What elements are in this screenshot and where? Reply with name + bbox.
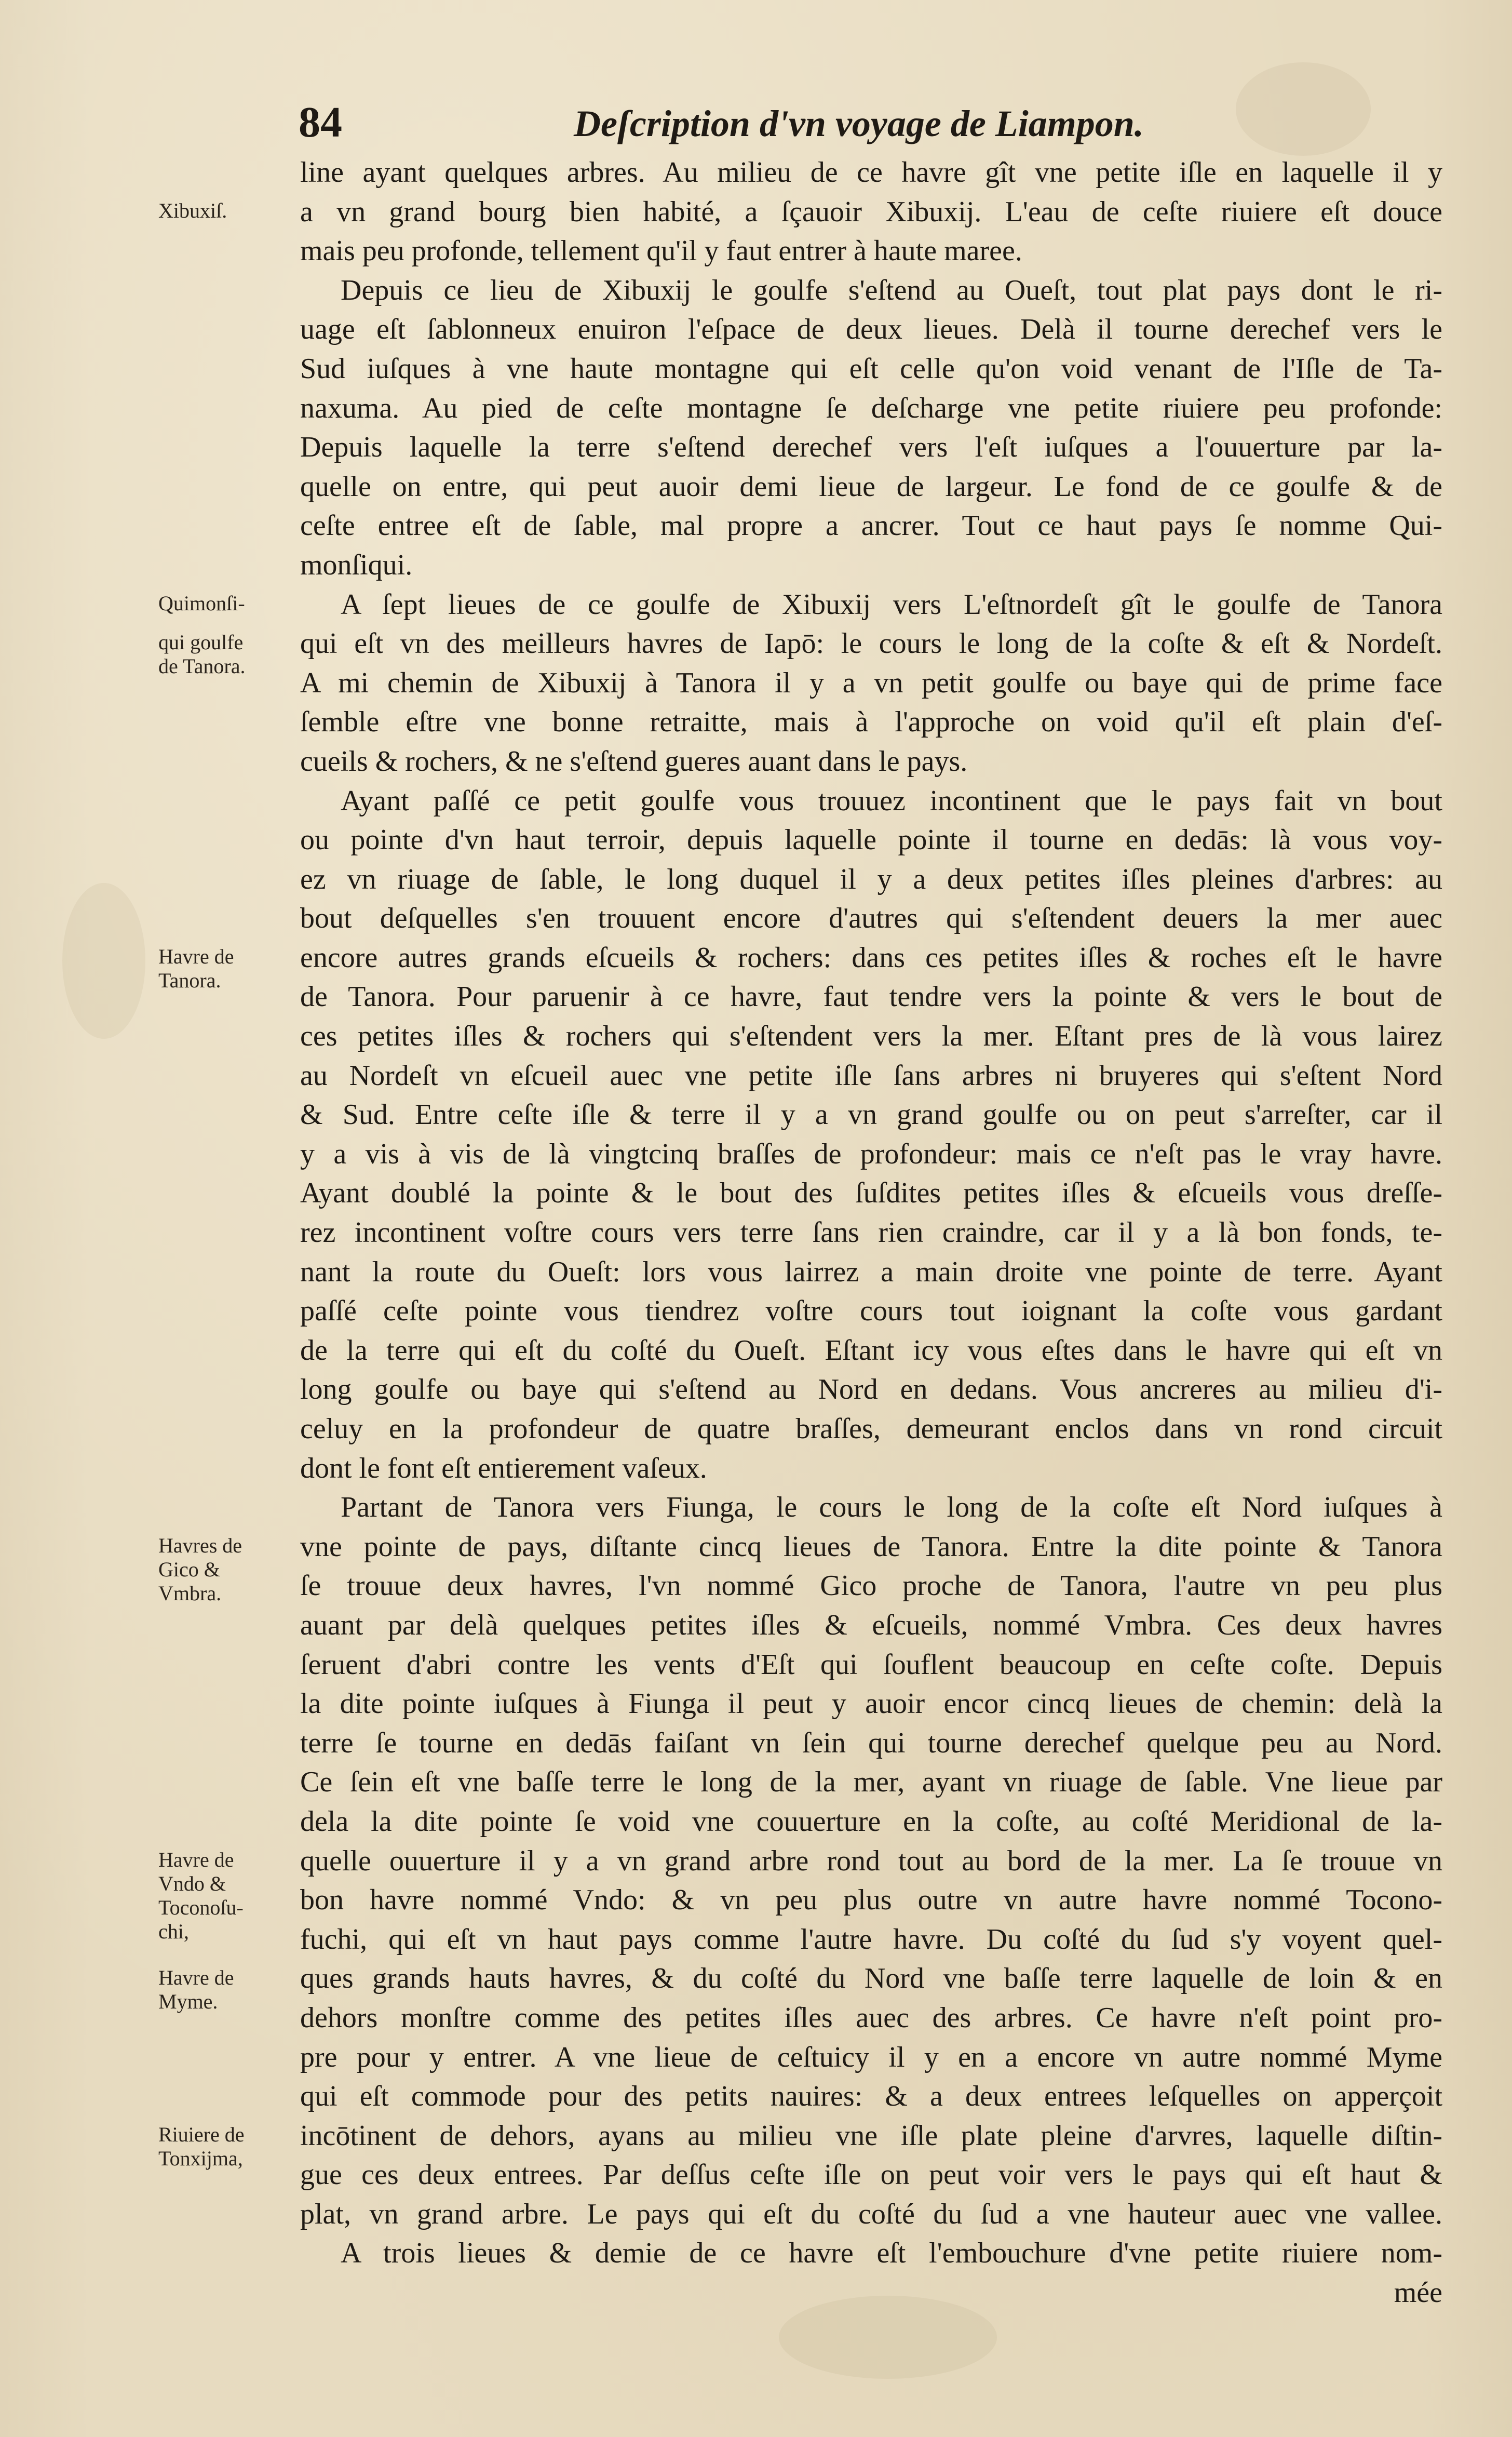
text-line: Partant de Tanora vers Fiunga, le cours le long de la coſte eſt Nord iuſques à xyxy=(341,1491,1442,1524)
text-line: long goulfe ou baye qui s'eſtend au Nord en dedans. Vous ancreres au milieu d'i- xyxy=(300,1373,1442,1406)
text-line: au Nordeſt vn eſcueil auec vne petite iſle ſans arbres ni bruyeres qui s'eſtent Nord xyxy=(300,1059,1442,1092)
text-line: Sud iuſques à vne haute montagne qui eſt celle qu'on void venant de l'Iſle de Ta- xyxy=(300,352,1442,385)
text-line: Depuis ce lieu de Xibuxij le goulfe s'eſtend au Oueſt, tout plat pays dont le ri- xyxy=(341,274,1442,306)
text-line: A trois lieues & demie de ce havre eſt l'embouchure d'vne petite riuiere nom- xyxy=(341,2237,1442,2270)
text-line: cueils & rochers, & ne s'eſtend gueres auant dans le pays. xyxy=(300,745,968,778)
margin-note: Havre de Tanora. xyxy=(158,945,234,992)
text-line: ſe trouue deux havres, l'vn nommé Gico proche de Tanora, l'autre vn peu plus xyxy=(300,1570,1442,1602)
text-line: dela la dite pointe ſe void vne couuerture en la coſte, au coſté Meridional de la- xyxy=(300,1805,1442,1838)
text-line: ſemble eſtre vne bonne retraitte, mais à l'approche on void qu'il eſt plain d'eſ- xyxy=(300,706,1442,739)
text-line: Depuis laquelle la terre s'eſtend derechef vers l'eſt iuſques a l'ouuerture par la- xyxy=(300,431,1442,464)
text-line: dehors monſtre comme des petites iſles auec des arbres. Ce havre n'eſt point pro- xyxy=(300,2001,1442,2034)
text-line: qui eſt vn des meilleurs havres de Iapō: le cours le long de la coſte & eſt & Nordeſt. xyxy=(300,627,1442,660)
text-line: ſeruent d'abri contre les vents d'Eſt qui ſouflent beaucoup en ceſte coſte. Depuis xyxy=(300,1648,1442,1681)
text-line: uage eſt ſablonneux enuiron l'eſpace de deux lieues. Delà il tourne derechef vers le xyxy=(300,313,1442,346)
text-line: mais peu profonde, tellement qu'il y faut entrer à haute maree. xyxy=(300,235,1022,267)
text-line: incōtinent de dehors, ayans au milieu vne iſle plate pleine d'arvres, laquelle diſtin- xyxy=(300,2119,1442,2152)
text-line: rez incontinent voſtre cours vers terre ſans rien craindre, car il y a là bon fonds, te- xyxy=(300,1216,1442,1249)
text-line: de Tanora. Pour paruenir à ce havre, faut tendre vers la pointe & vers le bout de xyxy=(300,981,1442,1013)
text-line: Ayant paſſé ce petit goulfe vous trouuez incontinent que le pays fait vn bout xyxy=(341,784,1442,817)
margin-note: Xibuxiſ. xyxy=(158,198,227,222)
text-line: naxuma. Au pied de ceſte montagne ſe deſcharge vne petite riuiere peu profonde: xyxy=(300,392,1442,424)
text-line: Ce ſein eſt vne baſſe terre le long de la mer, ayant vn riuage de ſable. Vne lieue par xyxy=(300,1766,1442,1799)
text-line: terre ſe tourne en dedās faiſant vn ſein qui tourne derechef quelque peu au Nord. xyxy=(300,1726,1442,1759)
margin-note: Havre de Myme. xyxy=(158,1965,234,2013)
text-line: ces petites iſles & rochers qui s'eſtendent vers la mer. Eſtant pres de là vous lairez xyxy=(300,1020,1442,1053)
text-line: paſſé ceſte pointe vous tiendrez voſtre cours tout ioignant la coſte vous gardant xyxy=(300,1295,1442,1328)
text-line: gue ces deux entrees. Par deſſus ceſte iſle on peut voir vers le pays qui eſt haut & xyxy=(300,2159,1442,2191)
text-line: la dite pointe iuſques à Fiunga il peut y auoir encor cincq lieues de chemin: delà la xyxy=(300,1688,1442,1720)
text-line: monſiqui. xyxy=(300,548,413,581)
text-line: quelle ouuerture il y a vn grand arbre rond tout au bord de la mer. La ſe trouue vn xyxy=(300,1844,1442,1877)
text-line: qui eſt commode pour des petits nauires: & a deux entrees leſquelles on apperçoit xyxy=(300,2080,1442,2113)
text-line: A mi chemin de Xibuxij à Tanora il y a vn petit goulfe ou baye qui de prime face xyxy=(300,666,1442,699)
text-line: line ayant quelques arbres. Au milieu de ce havre gît vne petite iſle en laquelle il y xyxy=(300,156,1442,189)
text-line: de la terre qui eſt du coſté du Oueſt. Eſtant icy vous eſtes dans le havre qui eſt vn xyxy=(300,1334,1442,1367)
margin-note: Havres de Gico & Vmbra. xyxy=(158,1534,242,1605)
text-line: auant par delà quelques petites iſles & eſcueils, nommé Vmbra. Ces deux havres xyxy=(300,1609,1442,1641)
paper-stain xyxy=(62,883,145,1039)
body-text xyxy=(300,153,1442,2313)
text-line: ques grands hauts havres, & du coſté du Nord vne baſſe terre laquelle de loin & en xyxy=(300,1962,1442,1995)
text-line: A ſept lieues de ce goulfe de Xibuxij vers L'eſtnordeſt gît le goulfe de Tanora xyxy=(341,588,1442,621)
text-line: Ayant doublé la pointe & le bout des ſuſdites petites iſles & eſcueils vous dreſſe- xyxy=(300,1177,1442,1210)
text-line: celuy en la profondeur de quatre braſſes, demeurant enclos dans vn rond circuit xyxy=(300,1413,1442,1445)
margin-note: Havre de Vndo & Toconoſu- chi, xyxy=(158,1847,244,1943)
page-number: 84 xyxy=(299,98,342,146)
text-line: dont le font eſt entierement vaſeux. xyxy=(300,1452,707,1484)
text-line: quelle on entre, qui peut auoir demi lieue de largeur. Le fond de ce goulfe & de xyxy=(300,470,1442,503)
running-head: Deſcription d'vn voyage de Liampon. xyxy=(574,103,1144,144)
text-line: bout deſquelles s'en trouuent encore d'autres qui s'eſtendent deuers la mer auec xyxy=(300,902,1442,935)
text-line: bon havre nommé Vndo: & vn peu plus outre vn autre havre nommé Tocono- xyxy=(300,1884,1442,1917)
text-line: ez vn riuage de ſable, le long duquel il y a deux petites iſles pleines d'arbres: au xyxy=(300,863,1442,895)
text-line: & Sud. Entre ceſte iſle & terre il y a vn grand goulfe ou on peut s'arreſter, car il xyxy=(300,1099,1442,1131)
text-line: a vn grand bourg bien habité, a ſçauoir Xibuxij. L'eau de ceſte riuiere eſt douce xyxy=(300,195,1442,228)
text-line: ou pointe d'vn haut terroir, depuis laquelle pointe il tourne en dedās: là vous voy- xyxy=(300,824,1442,856)
text-line: y a vis à vis de là vingtcinq braſſes de profondeur: mais ce n'eſt pas le vray havre. xyxy=(300,1137,1442,1170)
margin-note: Riuiere de Tonxijma, xyxy=(158,2123,245,2170)
text-line: nant la route du Oueſt: lors vous lairrez a main droite vne pointe de terre. Ayant xyxy=(300,1255,1442,1288)
margin-note: Quimonſi- xyxy=(158,591,245,615)
paper-stain xyxy=(1236,62,1371,156)
margin-note: qui goulfe de Tanora. xyxy=(158,631,246,678)
text-line: ceſte entree eſt de ſable, mal propre a ancrer. Tout ce haut pays ſe nomme Qui- xyxy=(300,510,1442,542)
text-line: pre pour y entrer. A vne lieue de ceſtuicy il y en a encore vn autre nommé Myme xyxy=(300,2041,1442,2073)
catchword: mée xyxy=(1394,2277,1442,2309)
page-header xyxy=(299,92,1192,150)
text-line: plat, vn grand arbre. Le pays qui eſt du coſté du ſud a vne hauteur auec vne vallee. xyxy=(300,2198,1442,2230)
text-line: vne pointe de pays, diſtante cincq lieues de Tanora. Entre la dite pointe & Tanora xyxy=(300,1530,1442,1563)
text-line: encore autres grands eſcueils & rochers: dans ces petites iſles & roches eſt le havre xyxy=(300,941,1442,974)
text-line: fuchi, qui eſt vn haut pays comme l'autre havre. Du coſté du ſud s'y voyent quel- xyxy=(300,1923,1442,1956)
